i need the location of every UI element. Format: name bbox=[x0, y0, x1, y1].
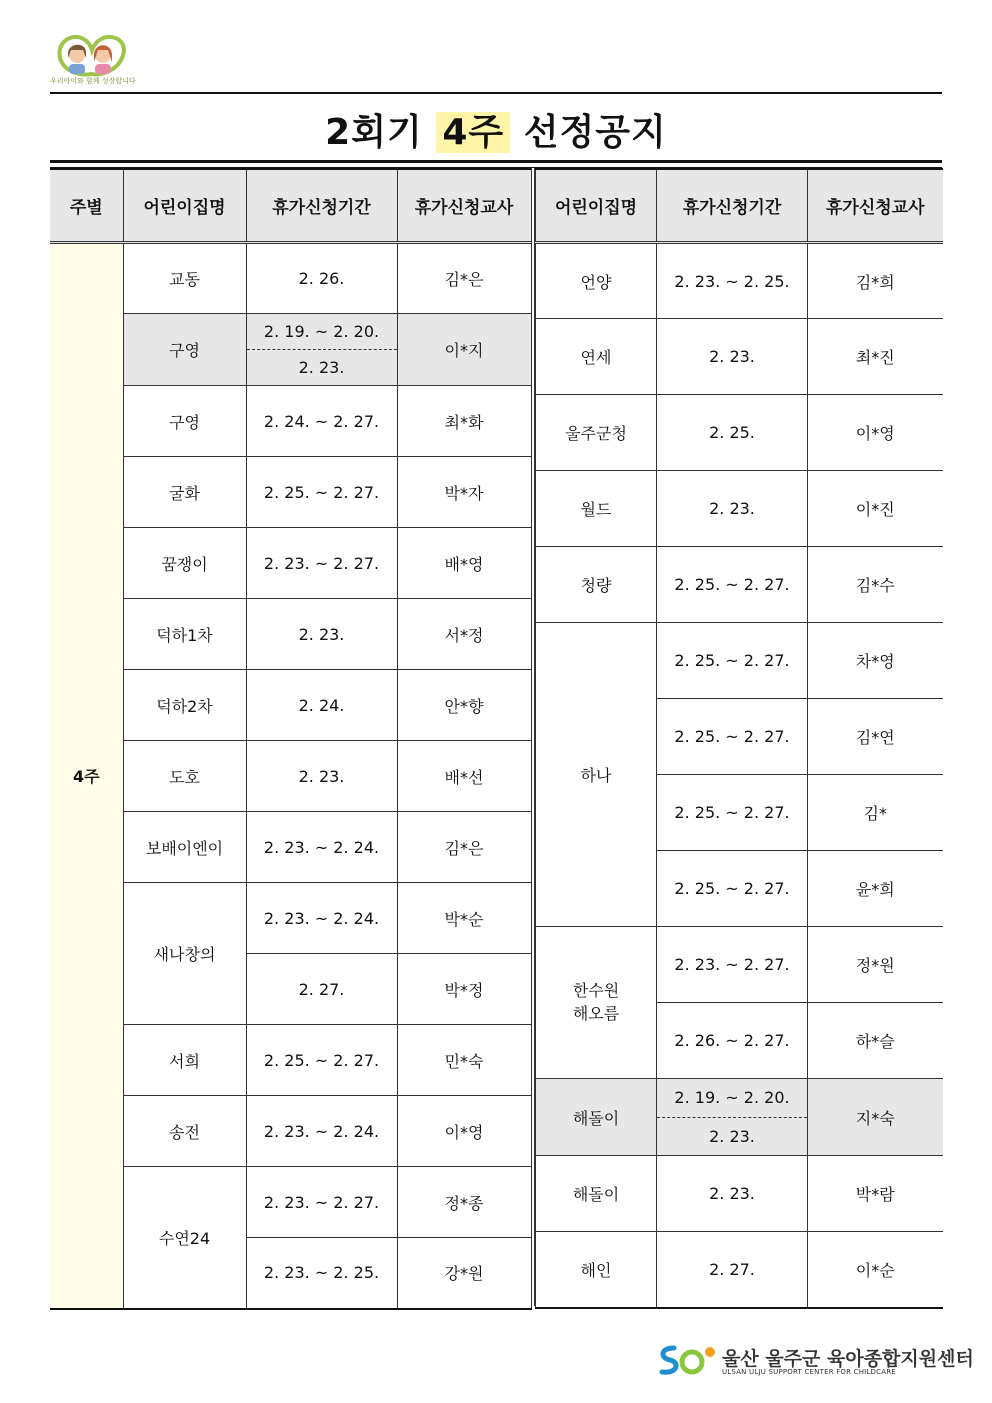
table-row bbox=[536, 623, 943, 699]
teacher-name: 김* bbox=[808, 775, 943, 851]
teacher-name: 김*수 bbox=[808, 547, 943, 623]
center-name: 연세 bbox=[536, 319, 657, 395]
table-row bbox=[50, 1167, 531, 1238]
teacher-name: 민*숙 bbox=[397, 1025, 531, 1096]
leave-period: 2. 25. ~ 2. 27. bbox=[246, 1025, 397, 1096]
teacher-name: 최*진 bbox=[808, 319, 943, 395]
table-row bbox=[536, 471, 943, 547]
leave-period: 2. 23. ~ 2. 24. bbox=[246, 1096, 397, 1167]
leave-period: 2. 23. bbox=[657, 1156, 808, 1232]
teacher-name: 지*숙 bbox=[808, 1079, 943, 1156]
leave-period: 2. 27. bbox=[246, 954, 397, 1025]
teacher-name: 서*정 bbox=[397, 599, 531, 670]
leave-period: 2. 23. ~ 2. 25. bbox=[246, 1238, 397, 1309]
table-row bbox=[50, 528, 531, 599]
header-center: 어린이집명 bbox=[536, 169, 657, 243]
center-name: 구영 bbox=[123, 314, 246, 386]
table-row bbox=[50, 243, 531, 314]
header-period: 휴가신청기간 bbox=[657, 169, 808, 243]
center-name: 보배이엔이 bbox=[123, 812, 246, 883]
center-name: 꿈쟁이 bbox=[123, 528, 246, 599]
teacher-name: 이*지 bbox=[397, 314, 531, 386]
selection-table-left bbox=[50, 168, 532, 1310]
center-name: 덕하2차 bbox=[123, 670, 246, 741]
support-center-logo-icon bbox=[656, 1342, 718, 1378]
leave-period: 2. 23. ~ 2. 24. bbox=[246, 812, 397, 883]
leave-period: 2. 27. bbox=[657, 1232, 808, 1308]
table-row bbox=[50, 1096, 531, 1167]
teacher-name: 김*희 bbox=[808, 243, 943, 319]
teacher-name: 정*종 bbox=[397, 1167, 531, 1238]
center-name: 수연24 bbox=[123, 1167, 246, 1309]
teacher-name: 이*진 bbox=[808, 471, 943, 547]
teacher-name: 김*은 bbox=[397, 243, 531, 314]
table-row bbox=[536, 1079, 943, 1156]
teacher-name: 안*향 bbox=[397, 670, 531, 741]
top-rule bbox=[50, 92, 942, 94]
page-title bbox=[50, 104, 942, 155]
center-name: 구영 bbox=[123, 386, 246, 457]
table-row bbox=[50, 670, 531, 741]
teacher-name: 정*원 bbox=[808, 927, 943, 1003]
leave-period: 2. 23. ~ 2. 27. bbox=[657, 927, 808, 1003]
table-row bbox=[50, 812, 531, 883]
teacher-name: 차*영 bbox=[808, 623, 943, 699]
leave-period: 2. 23. bbox=[246, 599, 397, 670]
center-name: 해인 bbox=[536, 1232, 657, 1308]
leave-period: 2. 25. ~ 2. 27. bbox=[657, 851, 808, 927]
leave-period: 2. 23. ~ 2. 25. bbox=[657, 243, 808, 319]
leave-period: 2. 25. ~ 2. 27. bbox=[657, 699, 808, 775]
center-name: 언양 bbox=[536, 243, 657, 319]
center-name: 울주군청 bbox=[536, 395, 657, 471]
leave-period: 2. 23. bbox=[298, 358, 345, 377]
leave-period: 2. 23. ~ 2. 27. bbox=[246, 528, 397, 599]
leave-period: 2. 25. bbox=[657, 395, 808, 471]
week-cell: 4주 bbox=[50, 243, 123, 1309]
center-name: 교동 bbox=[123, 243, 246, 314]
header-teacher: 휴가신청교사 bbox=[808, 169, 943, 243]
header-center: 어린이집명 bbox=[123, 169, 246, 243]
center-name: 서희 bbox=[123, 1025, 246, 1096]
table-row bbox=[536, 1156, 943, 1232]
leave-period: 2. 23. bbox=[657, 471, 808, 547]
teacher-name: 이*영 bbox=[808, 395, 943, 471]
table-row bbox=[536, 927, 943, 1003]
teacher-name: 강*원 bbox=[397, 1238, 531, 1309]
table-row bbox=[50, 457, 531, 528]
leave-period: 2. 23. bbox=[657, 319, 808, 395]
selection-table-right bbox=[535, 168, 943, 1309]
table-row bbox=[50, 314, 531, 386]
leave-period: 2. 25. ~ 2. 27. bbox=[657, 547, 808, 623]
title-rule bbox=[50, 160, 942, 168]
leave-period: 2. 25. ~ 2. 27. bbox=[246, 457, 397, 528]
table-row bbox=[536, 1232, 943, 1308]
leave-period: 2. 23. ~ 2. 27. bbox=[246, 1167, 397, 1238]
teacher-name: 김*연 bbox=[808, 699, 943, 775]
teacher-name: 배*선 bbox=[397, 741, 531, 812]
leave-period: 2. 19. ~ 2. 20. bbox=[657, 1079, 807, 1118]
title-suffix: 선정공지 bbox=[523, 112, 667, 153]
teacher-name: 박*정 bbox=[397, 954, 531, 1025]
leave-period: 2. 19. ~ 2. 20. bbox=[247, 314, 397, 350]
center-name: 덕하1차 bbox=[123, 599, 246, 670]
header-week: 주별 bbox=[50, 169, 123, 243]
leave-period: 2. 25. ~ 2. 27. bbox=[657, 623, 808, 699]
teacher-name: 이*영 bbox=[397, 1096, 531, 1167]
teacher-name: 하*슬 bbox=[808, 1003, 943, 1079]
title-prefix: 2회기 bbox=[325, 112, 423, 153]
teacher-name: 김*은 bbox=[397, 812, 531, 883]
center-name: 해돌이 bbox=[536, 1156, 657, 1232]
logo-tagline: 우리아이와 함께 성장합니다 bbox=[50, 77, 136, 85]
center-name: 청량 bbox=[536, 547, 657, 623]
table-row bbox=[536, 395, 943, 471]
leave-period: 2. 24. ~ 2. 27. bbox=[246, 386, 397, 457]
teacher-name: 최*화 bbox=[397, 386, 531, 457]
header-period: 휴가신청기간 bbox=[246, 169, 397, 243]
center-name: 하나 bbox=[536, 623, 657, 927]
center-name: 굴화 bbox=[123, 457, 246, 528]
teacher-name: 배*영 bbox=[397, 528, 531, 599]
leave-period: 2. 23. bbox=[709, 1126, 755, 1146]
leave-period-split bbox=[246, 314, 397, 386]
leave-period: 2. 23. bbox=[246, 741, 397, 812]
leave-period: 2. 24. bbox=[246, 670, 397, 741]
center-name: 해돌이 bbox=[536, 1079, 657, 1156]
leave-period: 2. 26. ~ 2. 27. bbox=[657, 1003, 808, 1079]
center-name: 한수원 해오름 bbox=[536, 927, 657, 1079]
table-row bbox=[50, 741, 531, 812]
table-row bbox=[536, 319, 943, 395]
footer-center-name-en: ULSAN ULJU SUPPORT CENTER FOR CHILDCARE bbox=[722, 1368, 896, 1376]
leave-period: 2. 26. bbox=[246, 243, 397, 314]
table-row bbox=[50, 883, 531, 954]
table-row bbox=[50, 1025, 531, 1096]
center-name: 새나창의 bbox=[123, 883, 246, 1025]
leave-period: 2. 23. ~ 2. 24. bbox=[246, 883, 397, 954]
table-header-row bbox=[50, 169, 531, 243]
center-name: 도호 bbox=[123, 741, 246, 812]
table-row bbox=[50, 599, 531, 670]
teacher-name: 박*순 bbox=[397, 883, 531, 954]
footer-center-name: 울산 울주군 육아종합지원센터 bbox=[722, 1348, 974, 1370]
teacher-name: 박*람 bbox=[808, 1156, 943, 1232]
table-row bbox=[536, 547, 943, 623]
teacher-name: 박*자 bbox=[397, 457, 531, 528]
table-row bbox=[536, 243, 943, 319]
leave-period: 2. 25. ~ 2. 27. bbox=[657, 775, 808, 851]
center-name: 월드 bbox=[536, 471, 657, 547]
teacher-name: 이*순 bbox=[808, 1232, 943, 1308]
table-row bbox=[50, 386, 531, 457]
teacher-name: 윤*희 bbox=[808, 851, 943, 927]
header-teacher: 휴가신청교사 bbox=[397, 169, 531, 243]
table-header-row bbox=[536, 169, 943, 243]
title-highlight: 4주 bbox=[436, 112, 510, 153]
leave-period-split bbox=[657, 1079, 808, 1156]
center-name: 송전 bbox=[123, 1096, 246, 1167]
